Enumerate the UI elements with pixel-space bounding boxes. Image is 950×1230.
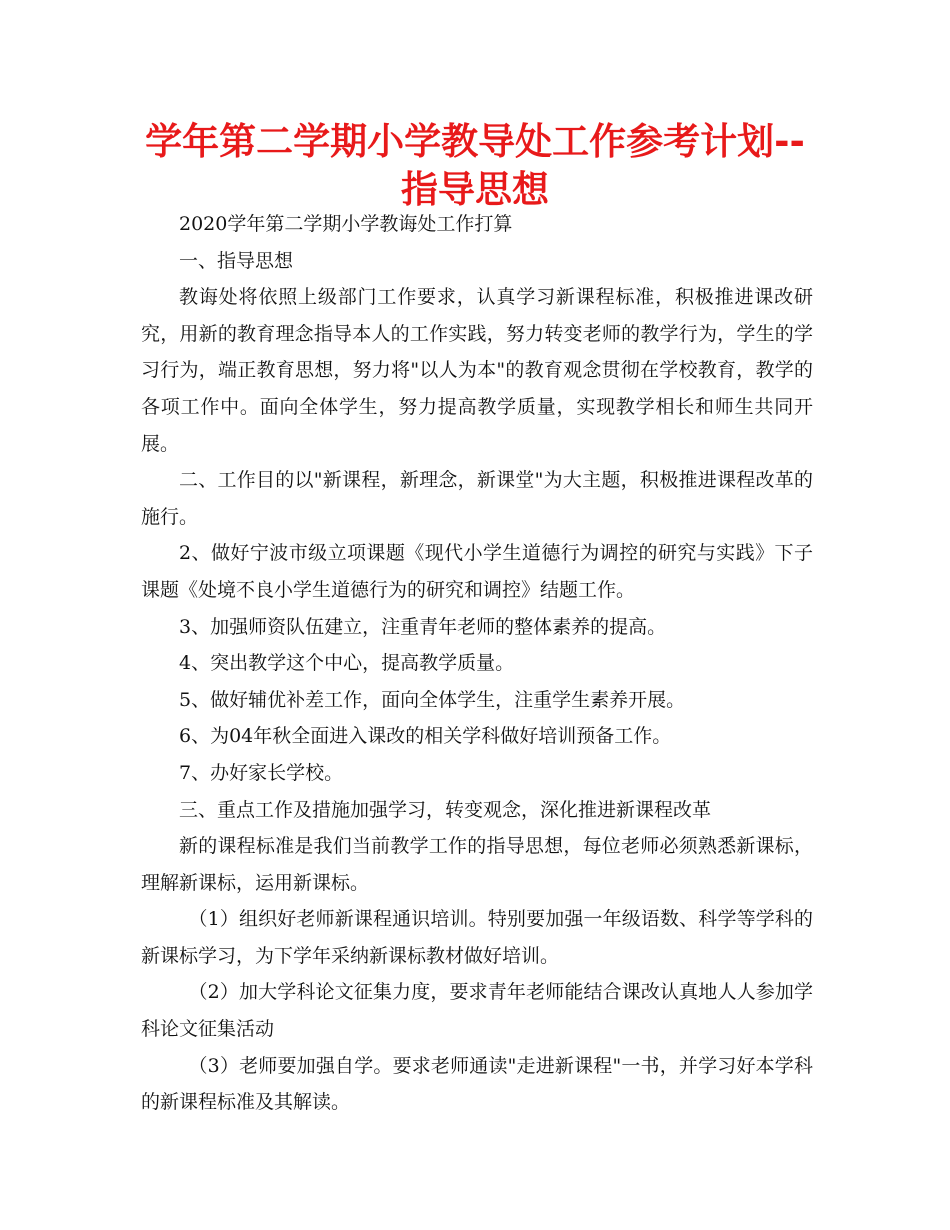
paragraph-section-three-heading: 三、重点工作及措施加强学习，转变观念，深化推进新课程改革 [179,798,712,821]
paragraph-goal-6: 6、为04年秋全面进入课改的相关学科做好培训预备工作。 [179,725,672,748]
document-title [90,118,860,214]
paragraph-plan-heading: 2020学年第二学期小学教诲处工作打算 [179,213,513,235]
paragraph-goal-5: 5、做好辅优补差工作，面向全体学生，注重学生素养开展。 [179,688,686,711]
document-title-line-1: 学年第二学期小学教导处工作参考计划-- [145,120,805,163]
paragraph-guiding-thought: 教诲处将依照上级部门工作要求，认真学习新课程标准，积极推进课改研究，用新的教育理念指导本人的工作实践，努力转变老师的教学行为，学生的学习行为，端正教育思想，努力将"以人为本"的教育观念贯彻在学校教育，教学的各项工作中。面向全体学生，努力提高教学质量，实现教学相长和师生共同开展。 [141,286,813,455]
document-title-line-2: 指导思想 [401,168,549,211]
paragraph-section-one-heading: 一、指导思想 [179,249,294,272]
paragraph-goal-4: 4、突出教学这个中心，提高教学质量。 [179,652,515,675]
document-body [141,206,813,1121]
paragraph-new-standards: 新的课程标准是我们当前教学工作的指导思想，每位老师必须熟悉新课标，理解新课标，运用新课标。 [141,835,813,894]
paragraph-goal-3: 3、加强师资队伍建立，注重青年老师的整体素养的提高。 [179,615,667,638]
paragraph-measure-2: （2）加大学科论文征集力度，要求青年老师能结合课改认真地人人参加学科论文征集活动 [141,981,813,1041]
paragraph-measure-3: （3）老师要加强自学。要求老师通读"走进新课程"一书，并学习好本学科的新课程标准及其解读。 [141,1054,813,1114]
paragraph-section-two-goal: 二、工作目的以"新课程，新理念，新课堂"为大主题，积极推进课程改革的施行。 [141,469,813,528]
paragraph-goal-2: 2、做好宁波市级立项课题《现代小学生道德行为调控的研究与实践》下子课题《处境不良小学生道德行为的研究和调控》结题工作。 [141,542,813,601]
paragraph-goal-7: 7、办好家长学校。 [179,761,344,784]
paragraph-measure-1: （1）组织好老师新课程通识培训。特别要加强一年级语数、科学等学科的新课标学习，为下学年采纳新课标教材做好培训。 [141,908,813,967]
